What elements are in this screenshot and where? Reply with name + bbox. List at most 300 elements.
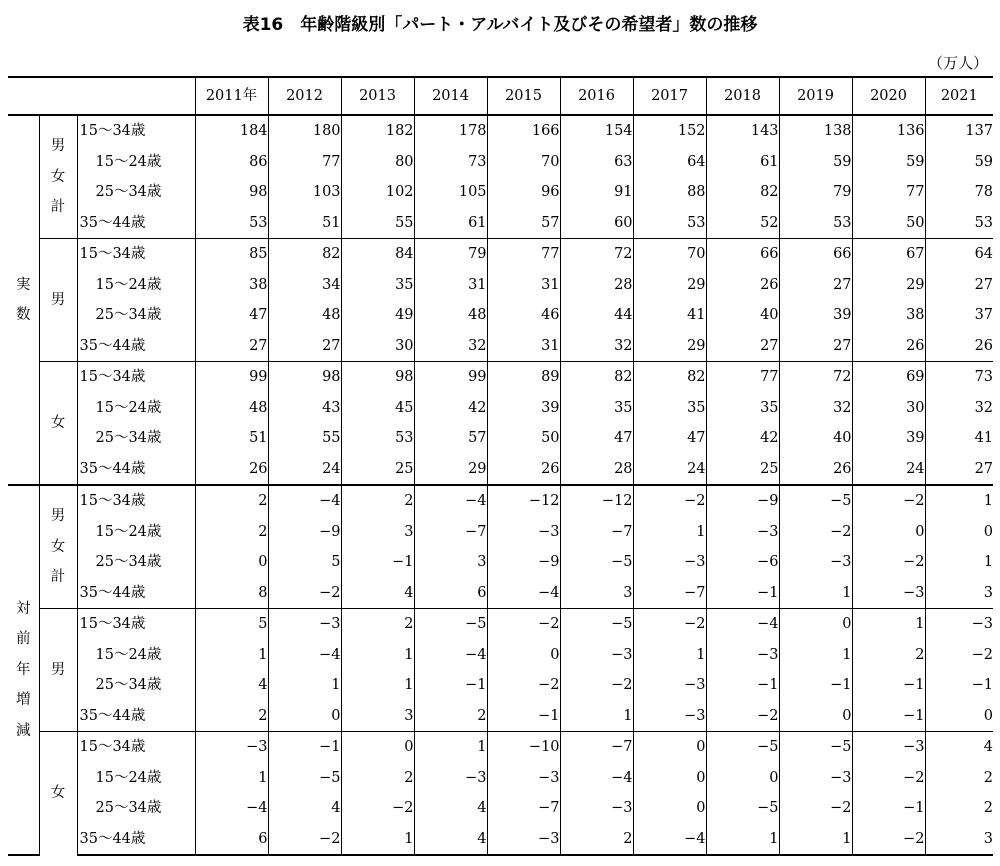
- value-cell: −5: [706, 732, 779, 763]
- value-cell: 0: [633, 732, 706, 763]
- table-row: [8, 763, 993, 794]
- value-cell: 1: [852, 609, 925, 640]
- value-cell: 32: [925, 393, 993, 424]
- value-cell: 96: [487, 177, 560, 208]
- value-cell: −5: [268, 763, 341, 794]
- value-cell: 2: [195, 701, 268, 732]
- value-cell: −2: [925, 640, 993, 671]
- value-cell: 136: [852, 115, 925, 147]
- value-cell: −4: [487, 578, 560, 609]
- value-cell: 64: [925, 239, 993, 270]
- table-row: [8, 547, 993, 578]
- value-cell: 180: [268, 115, 341, 147]
- value-cell: 86: [195, 147, 268, 178]
- value-cell: 47: [633, 423, 706, 454]
- value-cell: 80: [341, 147, 414, 178]
- value-cell: −9: [706, 485, 779, 517]
- value-cell: 0: [633, 793, 706, 824]
- value-cell: −2: [487, 609, 560, 640]
- value-cell: 79: [779, 177, 852, 208]
- value-cell: 89: [487, 362, 560, 393]
- value-cell: 47: [560, 423, 633, 454]
- value-cell: 2: [341, 763, 414, 794]
- value-cell: −4: [414, 485, 487, 517]
- table-row: [8, 578, 993, 609]
- group-label: 男 女 計: [39, 115, 77, 239]
- value-cell: 37: [925, 300, 993, 331]
- value-cell: 57: [487, 208, 560, 239]
- value-cell: 34: [268, 270, 341, 301]
- value-cell: 143: [706, 115, 779, 147]
- value-cell: 1: [779, 578, 852, 609]
- value-cell: 99: [195, 362, 268, 393]
- value-cell: 1: [341, 670, 414, 701]
- value-cell: −3: [852, 732, 925, 763]
- age-label: 15～24歳: [77, 393, 195, 424]
- value-cell: 0: [852, 517, 925, 548]
- value-cell: −3: [487, 763, 560, 794]
- value-cell: −4: [560, 763, 633, 794]
- value-cell: 73: [414, 147, 487, 178]
- value-cell: 39: [852, 423, 925, 454]
- value-cell: −4: [195, 793, 268, 824]
- value-cell: −5: [779, 732, 852, 763]
- group-label: 女: [39, 732, 77, 856]
- value-cell: 39: [779, 300, 852, 331]
- group-label: 女: [39, 362, 77, 486]
- value-cell: 88: [633, 177, 706, 208]
- value-cell: 27: [706, 331, 779, 362]
- value-cell: −7: [560, 732, 633, 763]
- value-cell: 77: [268, 147, 341, 178]
- value-cell: 1: [779, 640, 852, 671]
- value-cell: 51: [195, 423, 268, 454]
- table-row: [8, 362, 993, 393]
- value-cell: 48: [268, 300, 341, 331]
- section-label: 実 数: [8, 115, 39, 485]
- value-cell: 44: [560, 300, 633, 331]
- value-cell: 61: [706, 147, 779, 178]
- value-cell: 8: [195, 578, 268, 609]
- value-cell: −5: [560, 547, 633, 578]
- value-cell: 85: [195, 239, 268, 270]
- value-cell: 2: [925, 763, 993, 794]
- section-label: 対 前 年 増 減: [8, 485, 39, 855]
- value-cell: 3: [341, 701, 414, 732]
- value-cell: −9: [487, 547, 560, 578]
- value-cell: 70: [487, 147, 560, 178]
- age-label: 15～34歳: [77, 362, 195, 393]
- value-cell: −3: [195, 732, 268, 763]
- value-cell: 59: [852, 147, 925, 178]
- value-cell: 67: [852, 239, 925, 270]
- value-cell: 27: [268, 331, 341, 362]
- value-cell: 2: [341, 485, 414, 517]
- value-cell: 4: [414, 824, 487, 856]
- table-title: 表16 年齢階級別「パート・アルバイト及びその希望者」数の推移: [242, 15, 758, 35]
- value-cell: 42: [414, 393, 487, 424]
- header-corner: [8, 77, 195, 115]
- value-cell: 4: [414, 793, 487, 824]
- value-cell: 32: [560, 331, 633, 362]
- age-label: 15～24歳: [77, 763, 195, 794]
- header-row: [8, 77, 993, 115]
- value-cell: −2: [268, 824, 341, 856]
- value-cell: −2: [633, 609, 706, 640]
- age-label: 15～34歳: [77, 609, 195, 640]
- value-cell: 27: [779, 270, 852, 301]
- value-cell: −2: [633, 485, 706, 517]
- value-cell: −3: [779, 547, 852, 578]
- value-cell: 40: [706, 300, 779, 331]
- group-label: 男: [39, 239, 77, 362]
- value-cell: 69: [852, 362, 925, 393]
- year-header: 2013: [341, 77, 414, 115]
- value-cell: 78: [925, 177, 993, 208]
- table-row: [8, 147, 993, 178]
- age-label: 15～24歳: [77, 270, 195, 301]
- value-cell: 70: [633, 239, 706, 270]
- table-row: [8, 485, 993, 517]
- value-cell: 35: [633, 393, 706, 424]
- value-cell: −1: [341, 547, 414, 578]
- age-label: 15～34歳: [77, 115, 195, 147]
- value-cell: 60: [560, 208, 633, 239]
- value-cell: 2: [414, 701, 487, 732]
- age-label: 15～24歳: [77, 640, 195, 671]
- year-header: 2017: [633, 77, 706, 115]
- table-row: [8, 300, 993, 331]
- age-label: 25～34歳: [77, 423, 195, 454]
- value-cell: 28: [560, 270, 633, 301]
- value-cell: 1: [195, 640, 268, 671]
- value-cell: 4: [341, 578, 414, 609]
- value-cell: −2: [779, 517, 852, 548]
- value-cell: 152: [633, 115, 706, 147]
- value-cell: 47: [195, 300, 268, 331]
- value-cell: 2: [195, 485, 268, 517]
- value-cell: 0: [779, 701, 852, 732]
- value-cell: 1: [779, 824, 852, 856]
- value-cell: 38: [195, 270, 268, 301]
- value-cell: −1: [852, 670, 925, 701]
- value-cell: −4: [268, 640, 341, 671]
- value-cell: −3: [925, 609, 993, 640]
- value-cell: 40: [779, 423, 852, 454]
- age-label: 25～34歳: [77, 300, 195, 331]
- value-cell: 1: [341, 640, 414, 671]
- value-cell: 29: [852, 270, 925, 301]
- table-row: [8, 732, 993, 763]
- value-cell: 2: [341, 609, 414, 640]
- value-cell: 25: [706, 454, 779, 486]
- value-cell: 3: [341, 517, 414, 548]
- value-cell: 1: [633, 517, 706, 548]
- table-row: [8, 670, 993, 701]
- value-cell: 0: [633, 763, 706, 794]
- value-cell: 27: [925, 270, 993, 301]
- value-cell: −1: [706, 578, 779, 609]
- table-row: [8, 177, 993, 208]
- value-cell: 53: [925, 208, 993, 239]
- value-cell: 1: [341, 824, 414, 856]
- value-cell: −1: [925, 670, 993, 701]
- value-cell: 55: [341, 208, 414, 239]
- value-cell: −7: [560, 517, 633, 548]
- value-cell: 2: [925, 793, 993, 824]
- age-label: 15～24歳: [77, 147, 195, 178]
- value-cell: 41: [633, 300, 706, 331]
- value-cell: −12: [487, 485, 560, 517]
- value-cell: 57: [414, 423, 487, 454]
- value-cell: 64: [633, 147, 706, 178]
- value-cell: 42: [706, 423, 779, 454]
- value-cell: 6: [414, 578, 487, 609]
- age-label: 15～34歳: [77, 485, 195, 517]
- value-cell: 46: [487, 300, 560, 331]
- year-header: 2016: [560, 77, 633, 115]
- value-cell: −3: [633, 701, 706, 732]
- value-cell: 41: [925, 423, 993, 454]
- value-cell: 102: [341, 177, 414, 208]
- value-cell: 27: [779, 331, 852, 362]
- value-cell: 59: [779, 147, 852, 178]
- value-cell: 39: [487, 393, 560, 424]
- age-label: 35～44歳: [77, 578, 195, 609]
- value-cell: 166: [487, 115, 560, 147]
- age-label: 35～44歳: [77, 824, 195, 856]
- value-cell: 29: [633, 270, 706, 301]
- value-cell: −10: [487, 732, 560, 763]
- value-cell: 3: [925, 824, 993, 856]
- value-cell: 5: [268, 547, 341, 578]
- value-cell: −2: [560, 670, 633, 701]
- unit-label: （万人）: [927, 54, 988, 72]
- value-cell: 32: [414, 331, 487, 362]
- value-cell: 6: [195, 824, 268, 856]
- value-cell: 82: [268, 239, 341, 270]
- year-header: 2019: [779, 77, 852, 115]
- value-cell: −7: [414, 517, 487, 548]
- value-cell: 0: [706, 763, 779, 794]
- table-row: [8, 609, 993, 640]
- value-cell: 4: [195, 670, 268, 701]
- value-cell: −3: [706, 640, 779, 671]
- value-cell: −3: [560, 640, 633, 671]
- value-cell: 99: [414, 362, 487, 393]
- value-cell: −3: [633, 670, 706, 701]
- value-cell: 26: [195, 454, 268, 486]
- table-row: [8, 115, 993, 147]
- value-cell: −2: [706, 701, 779, 732]
- age-label: 35～44歳: [77, 701, 195, 732]
- value-cell: 82: [633, 362, 706, 393]
- value-cell: 35: [560, 393, 633, 424]
- value-cell: 24: [268, 454, 341, 486]
- year-header: 2021: [925, 77, 993, 115]
- value-cell: 77: [852, 177, 925, 208]
- value-cell: 53: [633, 208, 706, 239]
- year-header: 2014: [414, 77, 487, 115]
- value-cell: 53: [779, 208, 852, 239]
- value-cell: 50: [487, 423, 560, 454]
- value-cell: −4: [414, 640, 487, 671]
- value-cell: −5: [706, 793, 779, 824]
- value-cell: 51: [268, 208, 341, 239]
- value-cell: −4: [268, 485, 341, 517]
- value-cell: 1: [706, 824, 779, 856]
- value-cell: 0: [195, 547, 268, 578]
- value-cell: 73: [925, 362, 993, 393]
- value-cell: 55: [268, 423, 341, 454]
- table-row: [8, 208, 993, 239]
- value-cell: 53: [195, 208, 268, 239]
- value-cell: 3: [925, 578, 993, 609]
- year-header: 2018: [706, 77, 779, 115]
- value-cell: −3: [414, 763, 487, 794]
- value-cell: 82: [706, 177, 779, 208]
- age-label: 35～44歳: [77, 454, 195, 486]
- value-cell: 84: [341, 239, 414, 270]
- value-cell: 91: [560, 177, 633, 208]
- value-cell: 29: [633, 331, 706, 362]
- value-cell: 52: [706, 208, 779, 239]
- year-header: 2015: [487, 77, 560, 115]
- value-cell: 32: [779, 393, 852, 424]
- value-cell: −5: [779, 485, 852, 517]
- value-cell: 182: [341, 115, 414, 147]
- value-cell: 137: [925, 115, 993, 147]
- value-cell: 2: [195, 517, 268, 548]
- year-header: 2012: [268, 77, 341, 115]
- value-cell: −3: [560, 793, 633, 824]
- value-cell: −3: [706, 517, 779, 548]
- value-cell: 25: [341, 454, 414, 486]
- value-cell: −4: [706, 609, 779, 640]
- value-cell: 35: [706, 393, 779, 424]
- value-cell: 26: [487, 454, 560, 486]
- value-cell: −2: [779, 793, 852, 824]
- value-cell: 103: [268, 177, 341, 208]
- value-cell: −1: [706, 670, 779, 701]
- value-cell: 98: [195, 177, 268, 208]
- value-cell: 43: [268, 393, 341, 424]
- table-row: [8, 824, 993, 856]
- value-cell: −3: [487, 517, 560, 548]
- value-cell: 4: [268, 793, 341, 824]
- table-row: [8, 393, 993, 424]
- value-cell: −2: [852, 824, 925, 856]
- value-cell: −2: [852, 547, 925, 578]
- value-cell: −1: [268, 732, 341, 763]
- group-label: 男: [39, 609, 77, 732]
- value-cell: 2: [560, 824, 633, 856]
- value-cell: 59: [925, 147, 993, 178]
- data-table: [8, 76, 993, 856]
- value-cell: 178: [414, 115, 487, 147]
- value-cell: 26: [925, 331, 993, 362]
- value-cell: 63: [560, 147, 633, 178]
- age-label: 15～34歳: [77, 732, 195, 763]
- value-cell: 26: [852, 331, 925, 362]
- value-cell: 28: [560, 454, 633, 486]
- value-cell: 5: [195, 609, 268, 640]
- value-cell: −2: [341, 793, 414, 824]
- value-cell: 31: [487, 270, 560, 301]
- table-row: [8, 239, 993, 270]
- value-cell: 24: [852, 454, 925, 486]
- value-cell: 1: [633, 640, 706, 671]
- table-row: [8, 331, 993, 362]
- value-cell: −2: [852, 485, 925, 517]
- value-cell: 30: [852, 393, 925, 424]
- value-cell: −9: [268, 517, 341, 548]
- value-cell: 48: [414, 300, 487, 331]
- value-cell: 0: [487, 640, 560, 671]
- table-row: [8, 640, 993, 671]
- value-cell: 72: [560, 239, 633, 270]
- group-label: 男 女 計: [39, 485, 77, 609]
- value-cell: −3: [268, 609, 341, 640]
- value-cell: 0: [925, 701, 993, 732]
- value-cell: 1: [925, 547, 993, 578]
- value-cell: 35: [341, 270, 414, 301]
- value-cell: 0: [268, 701, 341, 732]
- table-row: [8, 517, 993, 548]
- value-cell: −1: [852, 701, 925, 732]
- value-cell: 2: [852, 640, 925, 671]
- age-label: 35～44歳: [77, 208, 195, 239]
- value-cell: 0: [925, 517, 993, 548]
- age-label: 25～34歳: [77, 670, 195, 701]
- value-cell: 26: [706, 270, 779, 301]
- age-label: 15～24歳: [77, 517, 195, 548]
- age-label: 15～34歳: [77, 239, 195, 270]
- value-cell: 30: [341, 331, 414, 362]
- value-cell: 3: [560, 578, 633, 609]
- value-cell: 50: [852, 208, 925, 239]
- value-cell: 0: [341, 732, 414, 763]
- value-cell: −4: [633, 824, 706, 856]
- value-cell: 98: [341, 362, 414, 393]
- year-header: 2011年: [195, 77, 268, 115]
- age-label: 25～34歳: [77, 177, 195, 208]
- value-cell: 77: [487, 239, 560, 270]
- value-cell: 1: [925, 485, 993, 517]
- value-cell: 138: [779, 115, 852, 147]
- table-row: [8, 423, 993, 454]
- value-cell: 72: [779, 362, 852, 393]
- value-cell: −3: [487, 824, 560, 856]
- value-cell: −7: [487, 793, 560, 824]
- value-cell: −1: [487, 701, 560, 732]
- age-label: 25～34歳: [77, 547, 195, 578]
- value-cell: −6: [706, 547, 779, 578]
- value-cell: 154: [560, 115, 633, 147]
- value-cell: 45: [341, 393, 414, 424]
- table-row: [8, 793, 993, 824]
- value-cell: 66: [706, 239, 779, 270]
- value-cell: 3: [414, 547, 487, 578]
- value-cell: 184: [195, 115, 268, 147]
- age-label: 35～44歳: [77, 331, 195, 362]
- value-cell: −5: [414, 609, 487, 640]
- table-body: [8, 115, 993, 855]
- value-cell: 24: [633, 454, 706, 486]
- value-cell: 38: [852, 300, 925, 331]
- value-cell: 0: [779, 609, 852, 640]
- value-cell: −2: [852, 763, 925, 794]
